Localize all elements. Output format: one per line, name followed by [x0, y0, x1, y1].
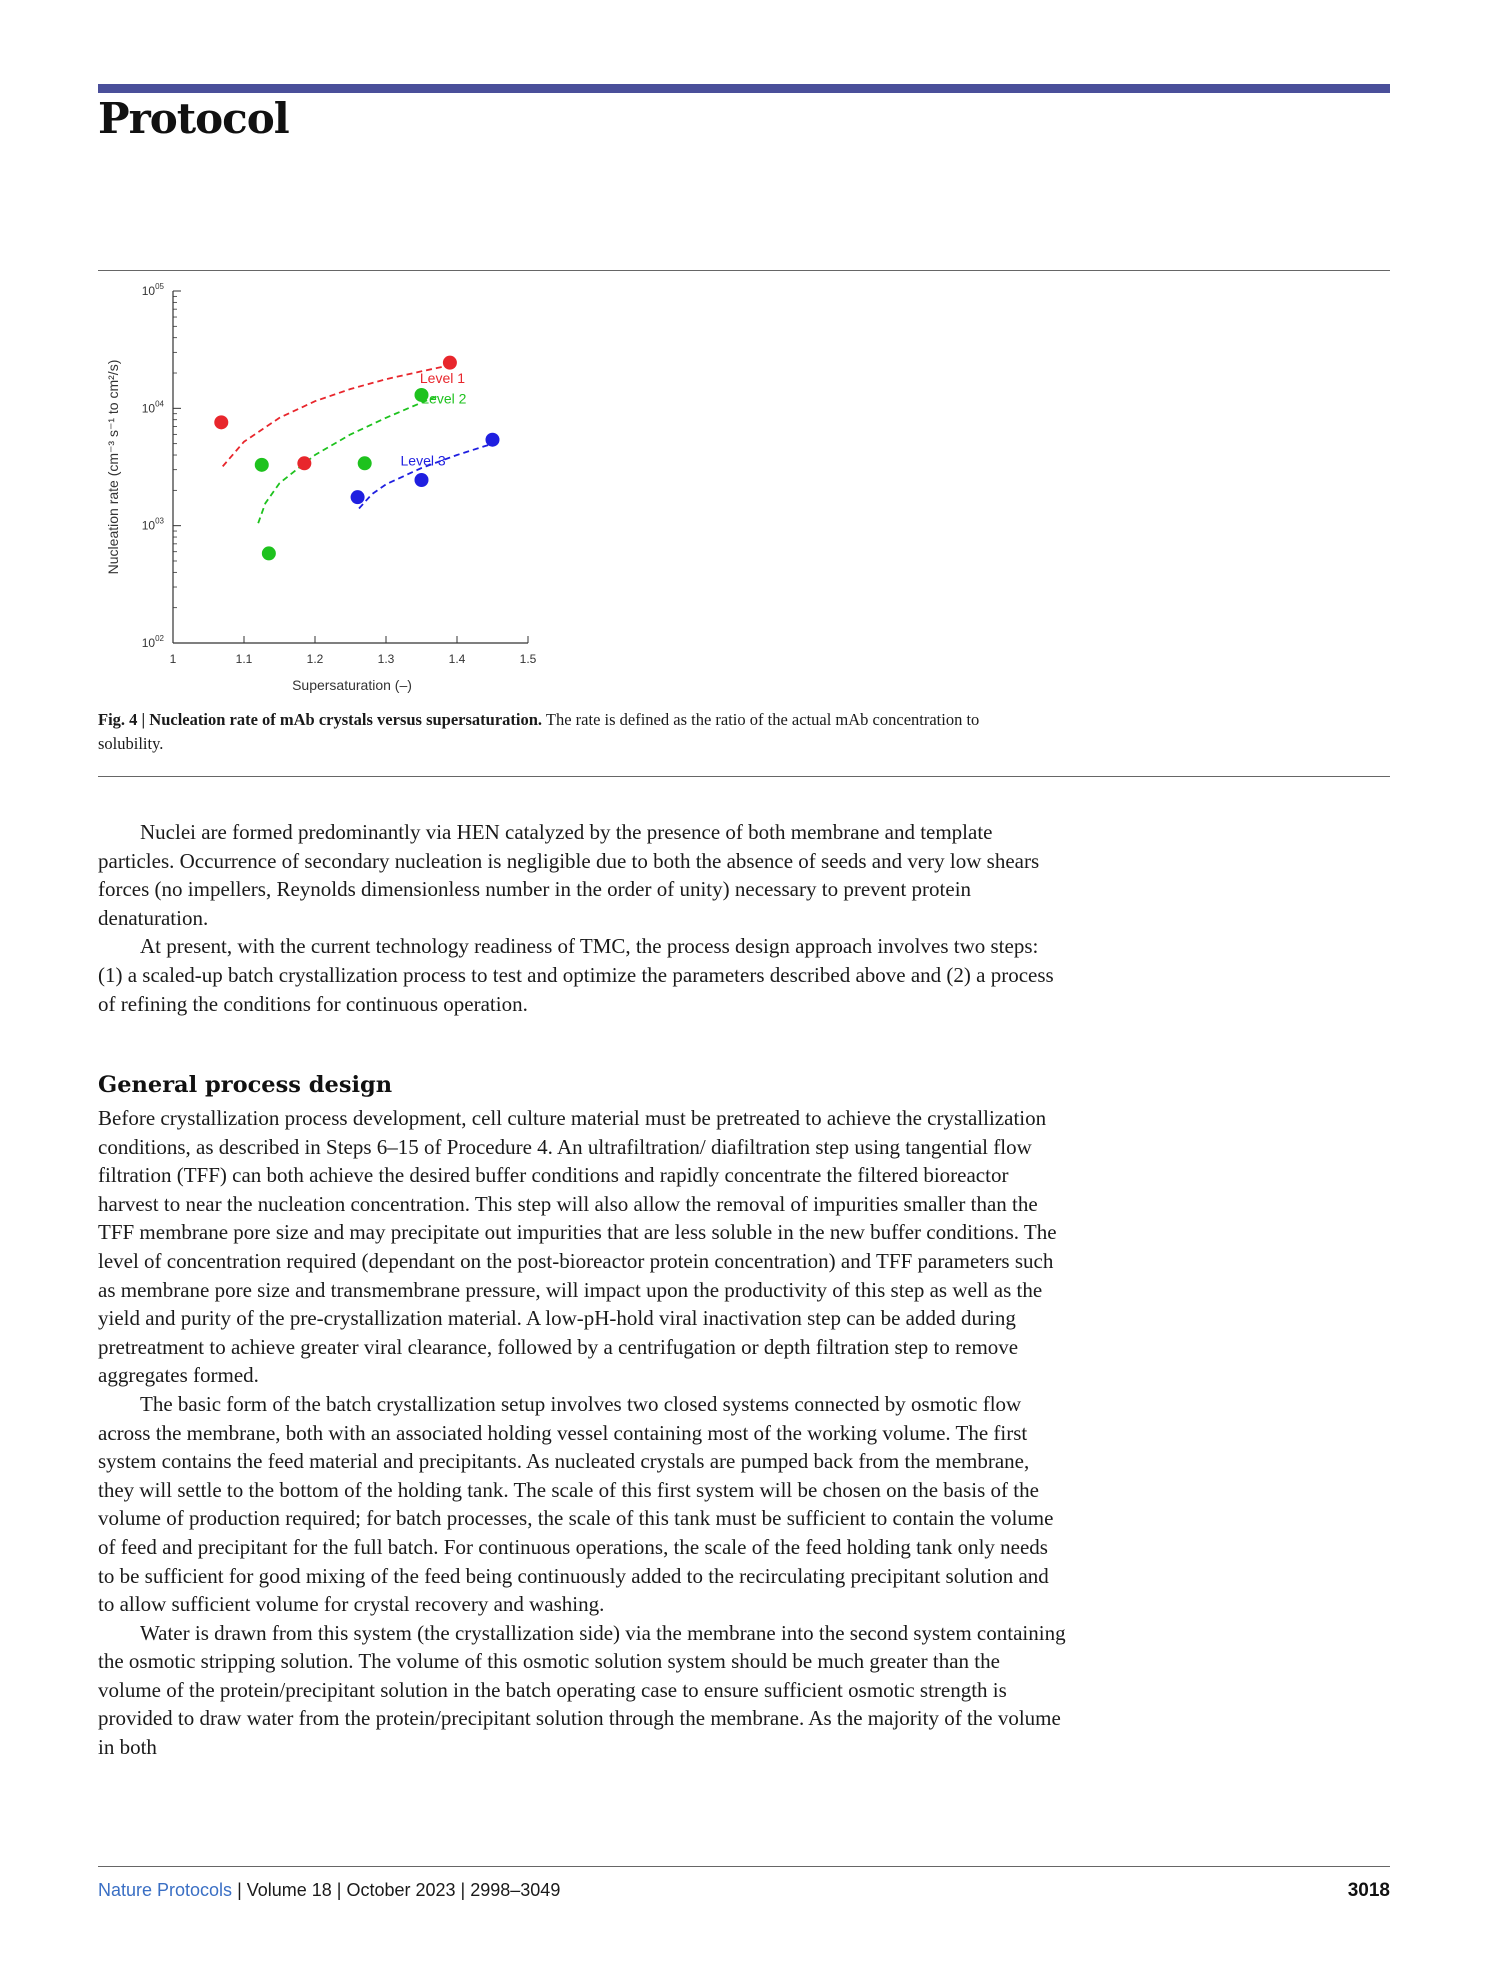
series-labels: [401, 370, 467, 468]
footer-journal-link[interactable]: Nature Protocols: [98, 1880, 233, 1900]
y-tick-label: $10^{04}$: [141, 399, 164, 416]
x-tick-label: 1.3: [377, 652, 395, 666]
nucleation-rate-chart: [98, 272, 568, 704]
y-tick-label: $10^{03}$: [141, 516, 164, 533]
data-point-level-1: [297, 456, 311, 470]
y-tick-exponent: 02: [155, 634, 164, 643]
x-tick-label: 1.5: [519, 652, 537, 666]
x-tick-label: 1: [169, 652, 177, 666]
y-tick-exponent: 04: [155, 399, 164, 409]
data-points: [214, 356, 499, 561]
figure-caption: [98, 708, 1038, 756]
fit-curve-level-1: [223, 365, 450, 466]
paragraph-1: Nuclei are formed predominantly via HEN catalyzed by the presence of both membrane and template particles. Occurrence of secondary nucleation is negligible due to both the absence of seeds and very low shears forces (no impellers, Reynolds dimensionless number in the order of unity) necessary to prevent protein denaturation.: [98, 820, 1040, 930]
x-ticks: [170, 636, 537, 666]
page-number: 3018: [1347, 1880, 1390, 1901]
series-label-level-3: Level 3: [400, 452, 446, 469]
paragraph-4: The basic form of the batch crystallization setup involves two closed systems connected by osmotic flow across the membrane, both with an associated holding vessel containing most of the working volume. The first system contains the feed material and precipitants. As nucleated crystals are pumped back from the membrane, they will settle to the bottom of the holding tank. The scale of this first system will be chosen on the basis of the volume of production required; for batch processes, the scale of this tank must be sufficient to contain the volume of feed and precipitant for the full batch. For continuous operations, the scale of the feed holding tank only needs to be sufficient for good mixing of the feed being continuously added to the recirculating precipitant solution and to allow sufficient volume for crystal recovery and washing.: [98, 1391, 1054, 1617]
x-axis-label: Supersaturation (–): [292, 677, 412, 693]
data-point-level-2: [262, 546, 276, 560]
series-label-level-2: Level 2: [421, 390, 467, 407]
caption-label: Fig. 4 | Nucleation rate of mAb crystals versus supersaturation.: [98, 710, 543, 729]
footer-citation: [98, 1880, 560, 1901]
y-tick-label: $10^{05}$: [141, 282, 164, 298]
data-point-level-3: [351, 490, 365, 504]
data-point-level-2: [358, 456, 372, 470]
figure-bottom-rule: [98, 776, 1390, 777]
paragraph-5: Water is drawn from this system (the crystallization side) via the membrane into the second system containing the osmotic stripping solution. The volume of this osmotic solution system should be much greater than the volume of the protein/precipitant solution in the batch operating case to ensure sufficient osmotic strength is provided to draw water from the protein/precipitant solution through the membrane. As the majority of the volume in both: [98, 1620, 1066, 1760]
figure-top-rule: [98, 270, 1390, 271]
body-section-2: [98, 1104, 1068, 1762]
section-heading: General process design: [98, 1072, 393, 1098]
y-tick-exponent: 03: [155, 516, 164, 526]
header-bar: [98, 84, 1390, 93]
y-minor-ticks: [173, 296, 177, 607]
y-tick-label: $10^{02}$: [141, 634, 164, 650]
footer-volume-info: | Volume 18 | October 2023 | 2998–3049: [232, 1880, 561, 1900]
body-section-1: [98, 818, 1068, 1018]
paragraph-3: Before crystallization process development, cell culture material must be pretreated to achieve the crystallization conditions, as described in Steps 6–15 of Procedure 4. An ultrafiltration/ diafiltration step using tangential flow filtration (TFF) can both achieve the desired buffer conditions and rapidly concentrate the filtered bioreactor harvest to near the nucleation concentration. This step will also allow the removal of impurities smaller than the TFF membrane pore size and may precipitate out impurities that are less soluble in the new buffer conditions. The level of concentration required (dependant on the post-bioreactor protein concentration) and TFF parameters such as membrane pore size and transmembrane pressure, will impact upon the productivity of this step as well as the yield and purity of the pre-crystallization material. A low-pH-hold viral inactivation step can be added during pretreatment to achieve greater viral clearance, followed by a centrifugation or depth filtration step to remove aggregates formed.: [98, 1106, 1057, 1388]
x-tick-label: 1.2: [306, 652, 324, 666]
y-major-ticks: [142, 282, 181, 650]
caption-text: The rate is defined as the ratio of the actual mAb concentration to solubility.: [98, 710, 980, 753]
footer-rule: [98, 1866, 1390, 1867]
section-title: Protocol: [98, 94, 289, 143]
y-tick-exponent: 05: [155, 282, 164, 291]
data-point-level-2: [255, 458, 269, 472]
data-point-level-3: [415, 473, 429, 487]
data-point-level-1: [214, 415, 228, 429]
y-axis-label: Nucleation rate (cm⁻³ s⁻¹ to cm²/s): [105, 359, 121, 575]
data-point-level-1: [443, 356, 457, 370]
data-point-level-3: [486, 433, 500, 447]
x-tick-label: 1.1: [235, 652, 253, 666]
series-label-level-1: Level 1: [419, 370, 466, 387]
chart-plot-frame: [173, 291, 528, 643]
paragraph-2: At present, with the current technology readiness of TMC, the process design approach involves two steps: (1) a scaled-up batch crystallization process to test and optimize the parameters described above and (2) a process of refining the conditions for continuous operation.: [98, 934, 1054, 1016]
x-tick-label: 1.4: [448, 652, 466, 666]
